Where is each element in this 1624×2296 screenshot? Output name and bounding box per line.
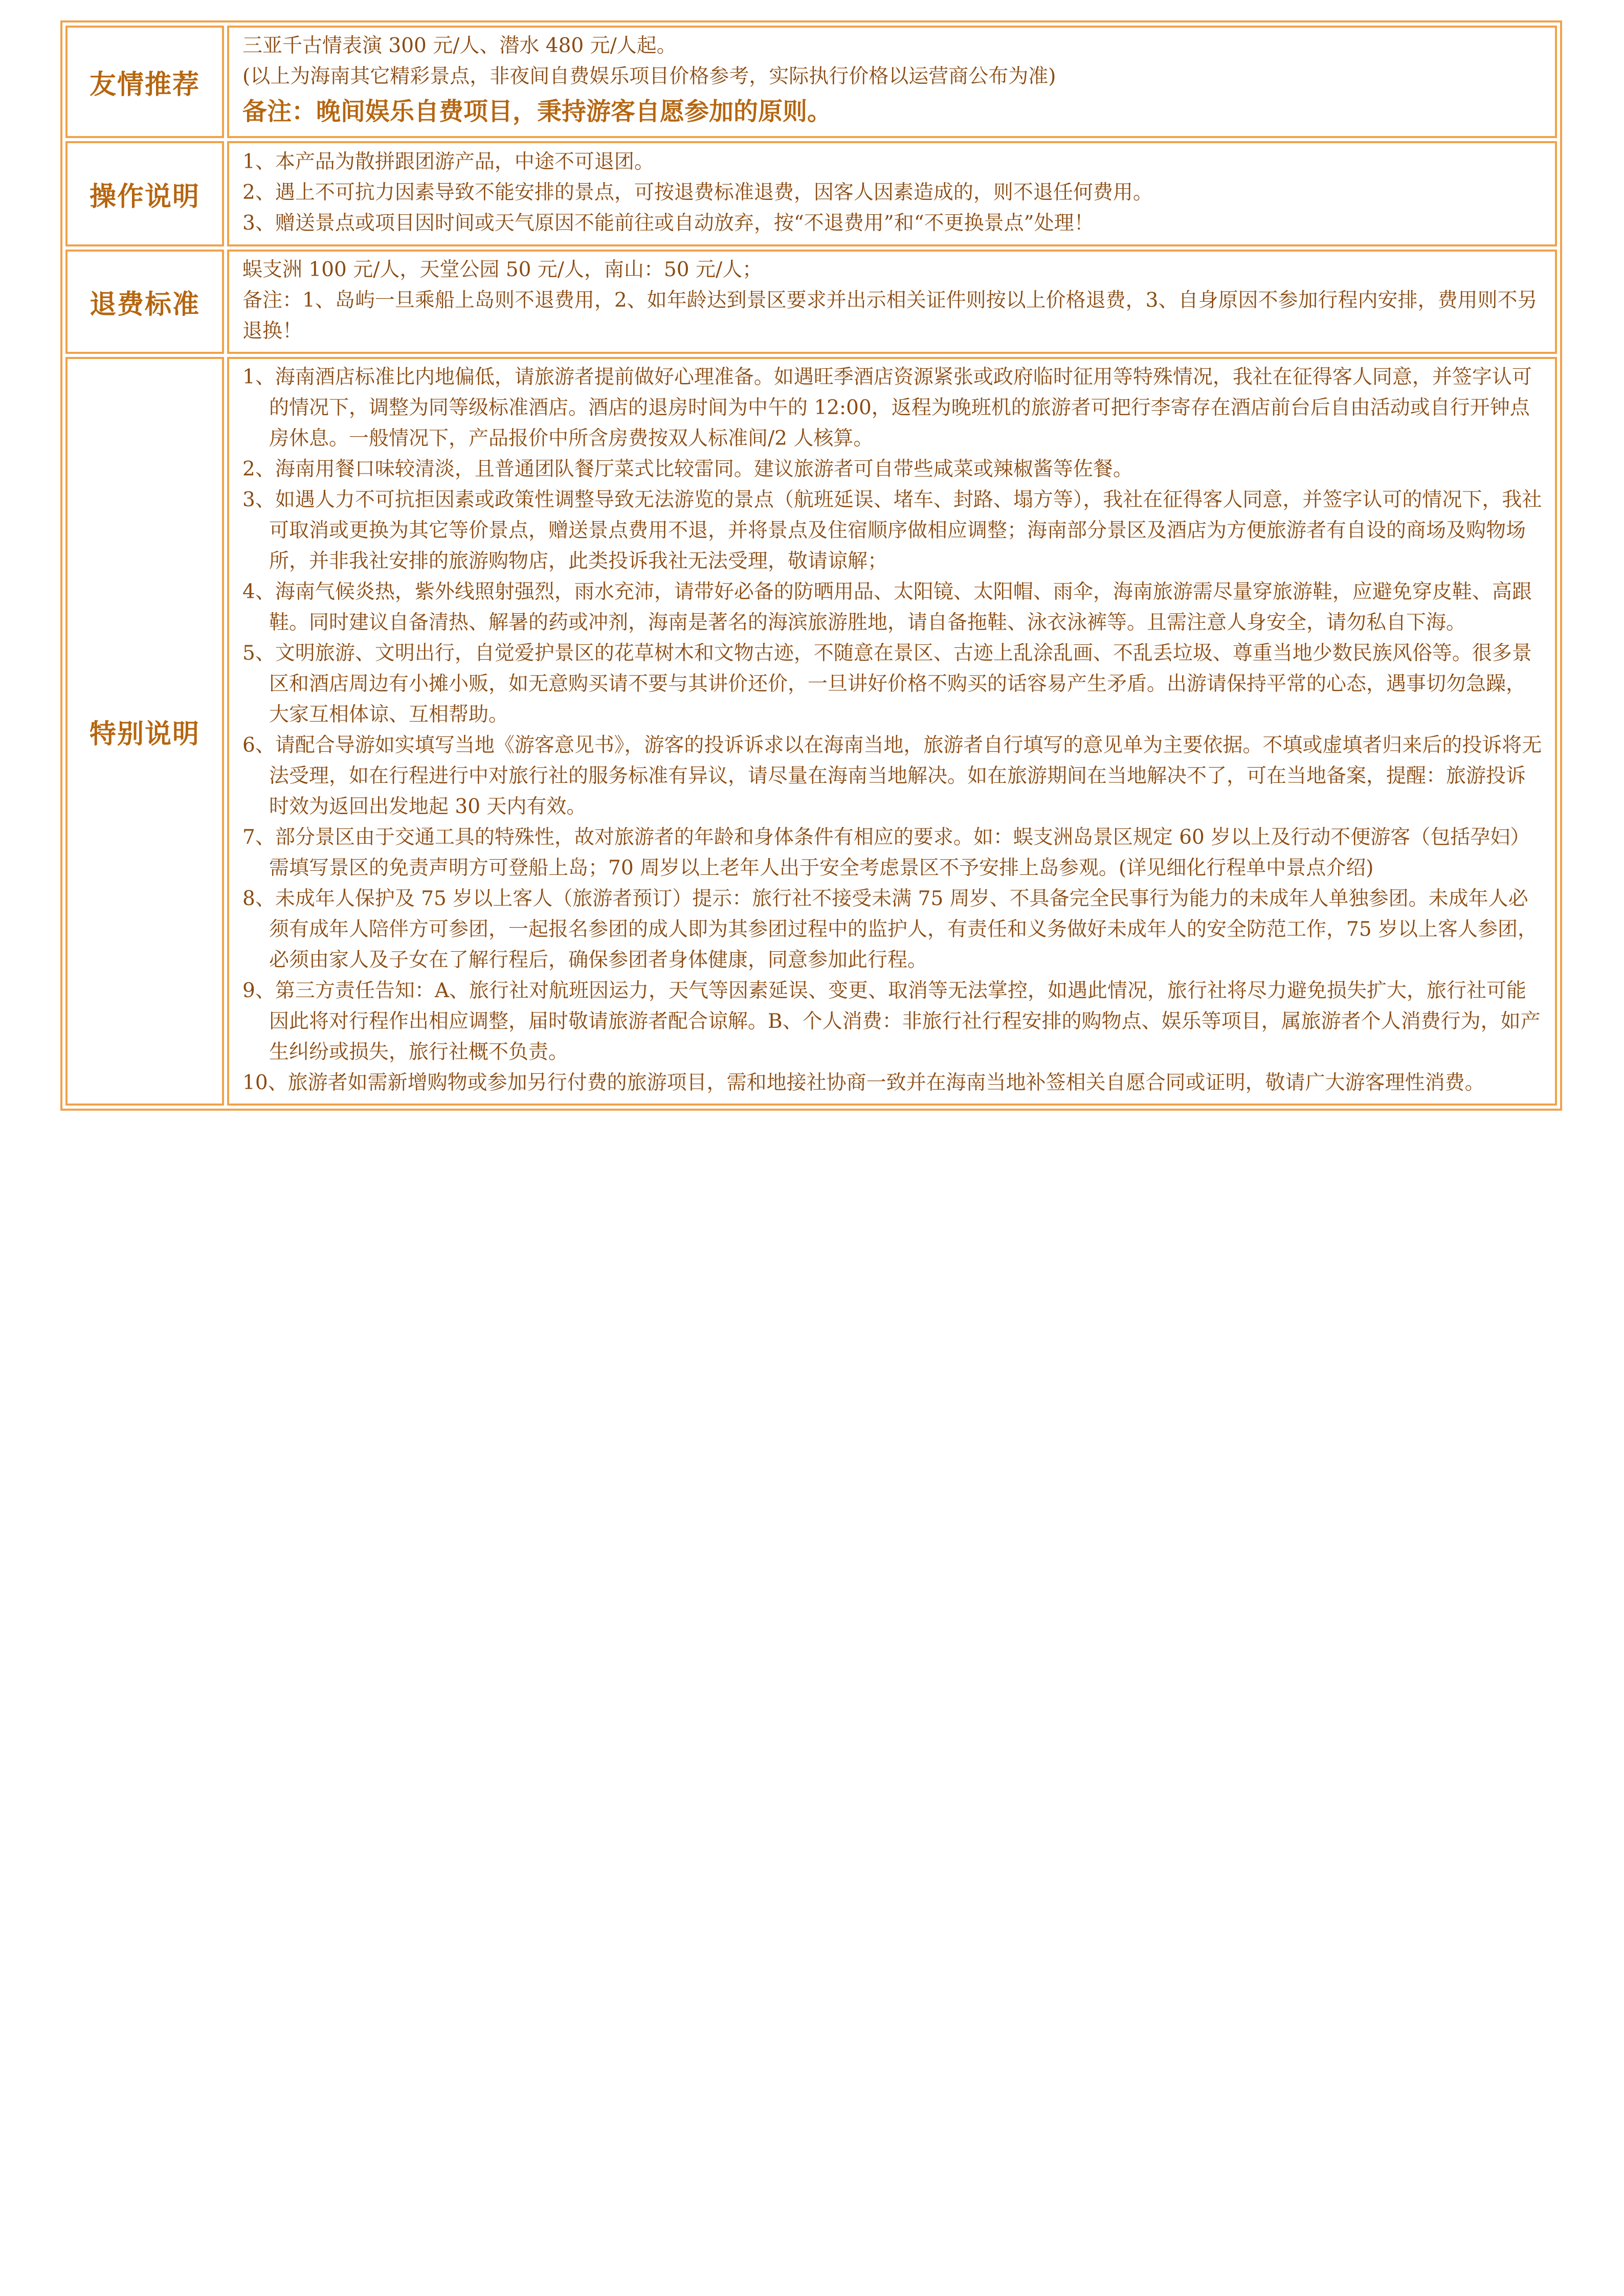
special-item: 8、未成年人保护及 75 岁以上客人（旅游者预订）提示：旅行社不接受未满 75 周岁、不具备完全民事行为能力的未成年人单独参团。未成年人必须有成年人陪伴方可参团，一起报名参团的成人即为其参团过程中的监护人，有责任和义务做好未成年人的安全防范工作，75 岁以上客人参团，必须由家人及子女在了解行程后，确保参团者身体健康，同意参加此行程。 xyxy=(242,887,1538,972)
row-recommend xyxy=(65,26,1557,138)
recommend-line: (以上为海南其它精彩景点，非夜间自费娱乐项目价格参考，实际执行价格以运营商公布为准) xyxy=(242,65,1056,88)
label-operation: 操作说明 xyxy=(65,141,224,246)
special-item: 1、海南酒店标准比内地偏低，请旅游者提前做好心理准备。如遇旺季酒店资源紧张或政府临时征用等特殊情况，我社在征得客人同意，并签字认可的情况下，调整为同等级标准酒店。酒店的退房时间为中午的 12:00，返程为晚班机的旅游者可把行李寄存在酒店前台后自由活动或自行开钟点房休息。一般情况下，产品报价中所含房费按双人标准间/2 人核算。 xyxy=(242,366,1532,450)
refund-line: 备注：1、岛屿一旦乘船上岛则不退费用，2、如年龄达到景区要求并出示相关证件则按以上价格退费，3、自身原因不参加行程内安排，费用则不另退换！ xyxy=(242,289,1538,343)
label-recommend: 友情推荐 xyxy=(65,26,224,138)
special-item: 10、旅游者如需新增购物或参加另行付费的旅游项目，需和地接社协商一致并在海南当地补签相关自愿合同或证明，敬请广大游客理性消费。 xyxy=(242,1071,1485,1094)
operation-line: 3、赠送景点或项目因时间或天气原因不能前往或自动放弃，按“不退费用”和“不更换景点”处理！ xyxy=(242,212,1094,235)
row-refund xyxy=(65,250,1557,354)
refund-line: 蜈支洲 100 元/人，天堂公园 50 元/人，南山：50 元/人； xyxy=(242,258,763,281)
notes-table xyxy=(60,20,1562,1111)
special-item: 6、请配合导游如实填写当地《游客意见书》，游客的投诉诉求以在海南当地，旅游者自行填写的意见单为主要依据。不填或虚填者归来后的投诉将无法受理，如在行程进行中对旅行社的服务标准有异议，请尽量在海南当地解决。如在旅游期间在当地解决不了，可在当地备案，提醒：旅游投诉时效为返回出发地起 30 天内有效。 xyxy=(242,734,1542,818)
label-refund: 退费标准 xyxy=(65,250,224,354)
itinerary-notes-sheet xyxy=(60,20,1562,1111)
operation-line: 2、遇上不可抗力因素导致不能安排的景点，可按退费标准退费，因客人因素造成的，则不退任何费用。 xyxy=(242,181,1153,204)
row-special xyxy=(65,357,1557,1106)
recommend-note: 备注：晚间娱乐自费项目，秉持游客自愿参加的原则。 xyxy=(242,97,832,126)
special-item: 3、如遇人力不可抗拒因素或政策性调整导致无法游览的景点（航班延误、堵车、封路、塌方等），我社在征得客人同意，并签字认可的情况下，我社可取消或更换为其它等价景点，赠送景点费用不退，并将景点及住宿顺序做相应调整；海南部分景区及酒店为方便旅游者有自设的商场及购物场所，并非我社安排的旅游购物店，此类投诉我社无法受理，敬请谅解； xyxy=(242,488,1542,573)
special-item: 2、海南用餐口味较清淡，且普通团队餐厅菜式比较雷同。建议旅游者可自带些咸菜或辣椒酱等佐餐。 xyxy=(242,458,1133,481)
content-special xyxy=(227,357,1557,1106)
row-operation xyxy=(65,141,1557,246)
label-special: 特别说明 xyxy=(65,357,224,1106)
operation-line: 1、本产品为散拼跟团游产品，中途不可退团。 xyxy=(242,150,654,173)
content-refund xyxy=(227,250,1557,354)
content-recommend xyxy=(227,26,1557,138)
special-item: 9、第三方责任告知：A、旅行社对航班因运力，天气等因素延误、变更、取消等无法掌控，如遇此情况，旅行社将尽力避免损失扩大，旅行社可能因此将对行程作出相应调整，届时敬请旅游者配合谅解。B、个人消费：非旅行社行程安排的购物点、娱乐等项目，属旅游者个人消费行为，如产生纠纷或损失，旅行社概不负责。 xyxy=(242,979,1541,1064)
content-operation xyxy=(227,141,1557,246)
special-item: 7、部分景区由于交通工具的特殊性，故对旅游者的年龄和身体条件有相应的要求。如：蜈支洲岛景区规定 60 岁以上及行动不便游客（包括孕妇）需填写景区的免责声明方可登船上岛；70 周岁以上老年人出于安全考虑景区不予安排上岛参观。(详见细化行程单中景点介绍) xyxy=(242,826,1530,880)
special-item: 5、文明旅游、文明出行，自觉爱护景区的花草树木和文物古迹，不随意在景区、古迹上乱涂乱画、不乱丢垃圾、尊重当地少数民族风俗等。很多景区和酒店周边有小摊小贩，如无意购买请不要与其讲价还价，一旦讲好价格不购买的话容易产生矛盾。出游请保持平常的心态，遇事切勿急躁，大家互相体谅、互相帮助。 xyxy=(242,642,1532,726)
special-item: 4、海南气候炎热，紫外线照射强烈，雨水充沛，请带好必备的防晒用品、太阳镜、太阳帽、雨伞，海南旅游需尽量穿旅游鞋，应避免穿皮鞋、高跟鞋。同时建议自备清热、解暑的药或冲剂，海南是著名的海滨旅游胜地，请自备拖鞋、泳衣泳裤等。且需注意人身安全，请勿私自下海。 xyxy=(242,580,1532,634)
recommend-line: 三亚千古情表演 300 元/人、潜水 480 元/人起。 xyxy=(242,34,677,57)
